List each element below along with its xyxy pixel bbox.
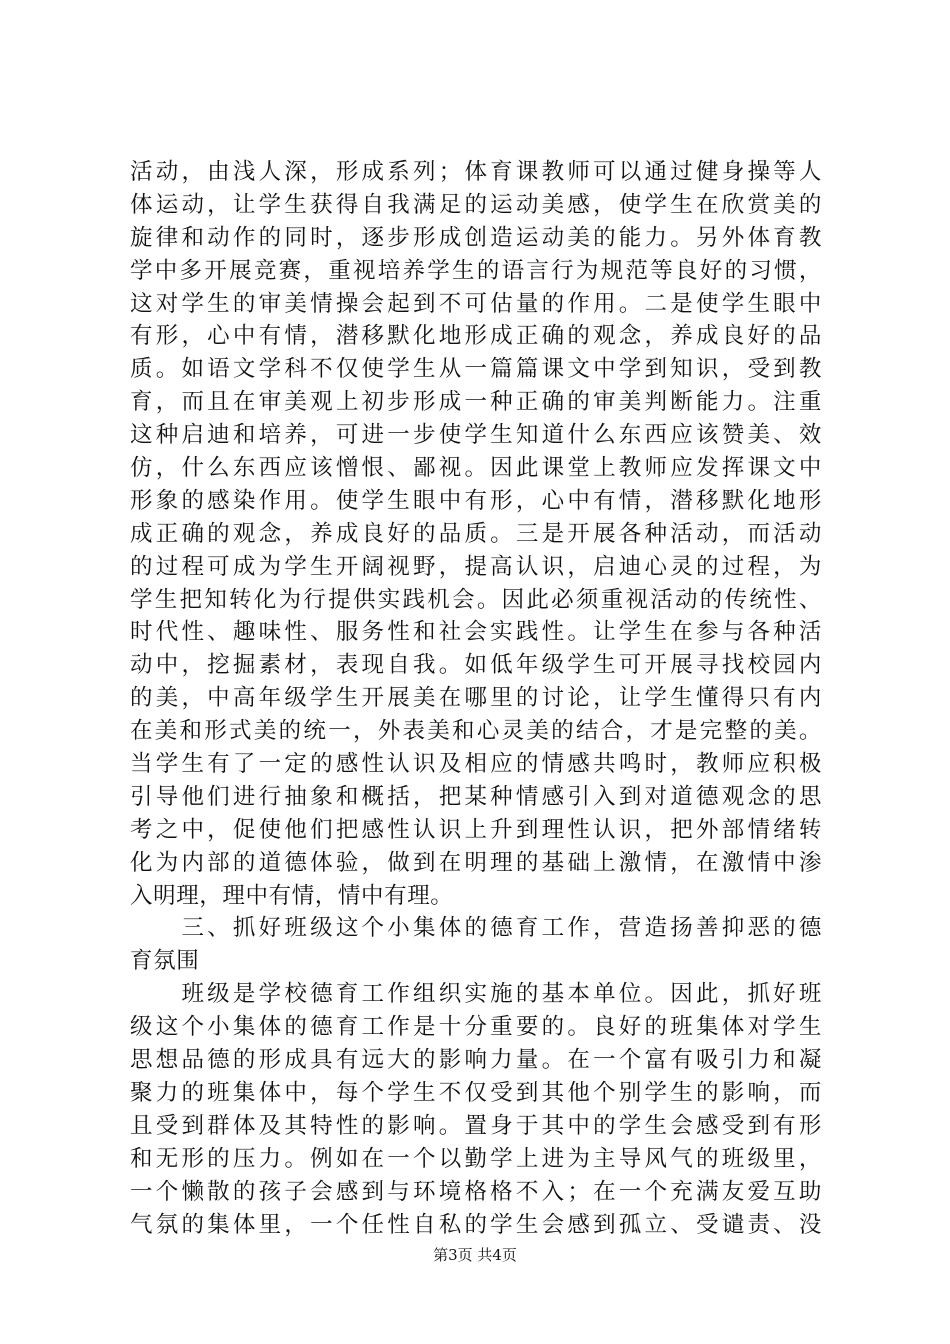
text-line: 思想品德的形成具有远大的影响力量。在一个富有吸引力和凝 (130, 1047, 822, 1074)
text-line: 旋律和动作的同时，逐步形成创造运动美的能力。另外体育教 (130, 224, 822, 251)
text-line: 仿，什么东西应该憎恨、鄙视。因此课堂上教师应发挥课文中 (130, 455, 822, 482)
text-line: 气氛的集体里，一个任性自私的学生会感到孤立、受谴责、没 (130, 1211, 822, 1238)
text-line: 聚力的班集体中，每个学生不仅受到其他个别学生的影响，而 (130, 1079, 822, 1106)
text-line: 和无形的压力。例如在一个以勤学上进为主导风气的班级里， (130, 1145, 822, 1172)
text-line: 且受到群体及其特性的影响。置身于其中的学生会感受到有形 (130, 1112, 822, 1139)
text-line: 有形，心中有情，潜移默化地形成正确的观念，养成良好的品 (130, 323, 822, 350)
page-number: 第3页 共4页 (433, 1246, 517, 1264)
section-heading: 三、抓好班级这个小集体的德育工作，营造扬善抑恶的德 (130, 915, 822, 942)
text-line: 化为内部的道德体验，做到在明理的基础上激情，在激情中渗 (130, 849, 822, 876)
text-line: 级这个小集体的德育工作是十分重要的。良好的班集体对学生 (130, 1014, 822, 1041)
text-line: 在美和形式美的统一，外表美和心灵美的结合，才是完整的美。 (130, 718, 822, 745)
text-line: 入明理，理中有情，情中有理。 (130, 882, 454, 909)
text-line: 引导他们进行抽象和概括，把某种情感引入到对道德观念的思 (130, 783, 822, 810)
section-heading: 育氛围 (130, 948, 200, 975)
text-line: 这对学生的审美情操会起到不可估量的作用。二是使学生眼中 (130, 290, 822, 317)
text-line: 的过程可成为学生开阔视野，提高认识，启迪心灵的过程，为 (130, 553, 822, 580)
text-line: 时代性、趣味性、服务性和社会实践性。让学生在参与各种活 (130, 619, 822, 646)
text-line: 学中多开展竞赛，重视培养学生的语言行为规范等良好的习惯， (130, 257, 822, 284)
page-footer (0, 1245, 950, 1265)
text-line: 体运动，让学生获得自我满足的运动美感，使学生在欣赏美的 (130, 191, 822, 218)
text-line: 班级是学校德育工作组织实施的基本单位。因此，抓好班 (130, 981, 822, 1008)
text-line: 的美，中高年级学生开展美在哪里的讨论，让学生懂得只有内 (130, 685, 822, 712)
text-line: 育，而且在审美观上初步形成一种正确的审美判断能力。注重 (130, 389, 822, 416)
text-line: 活动，由浅人深，形成系列；体育课教师可以通过健身操等人 (130, 159, 822, 185)
text-line: 当学生有了一定的感性认识及相应的情感共鸣时，教师应积极 (130, 751, 822, 778)
text-line: 形象的感染作用。使学生眼中有形，心中有情，潜移默化地形 (130, 487, 822, 514)
text-line: 学生把知转化为行提供实践机会。因此必须重视活动的传统性、 (130, 586, 822, 613)
text-line: 质。如语文学科不仅使学生从一篇篇课文中学到知识，受到教 (130, 356, 822, 383)
body-text (130, 157, 822, 1242)
text-line: 成正确的观念，养成良好的品质。三是开展各种活动，而活动 (130, 520, 822, 547)
text-line: 考之中，促使他们把感性认识上升到理性认识，把外部情绪转 (130, 816, 822, 843)
text-line: 一个懒散的孩子会感到与环境格格不入；在一个充满友爱互助 (130, 1178, 822, 1205)
text-line: 动中，挖掘素材，表现自我。如低年级学生可开展寻找校园内 (130, 652, 822, 679)
text-line: 这种启迪和培养，可进一步使学生知道什么东西应该赞美、效 (130, 422, 822, 449)
